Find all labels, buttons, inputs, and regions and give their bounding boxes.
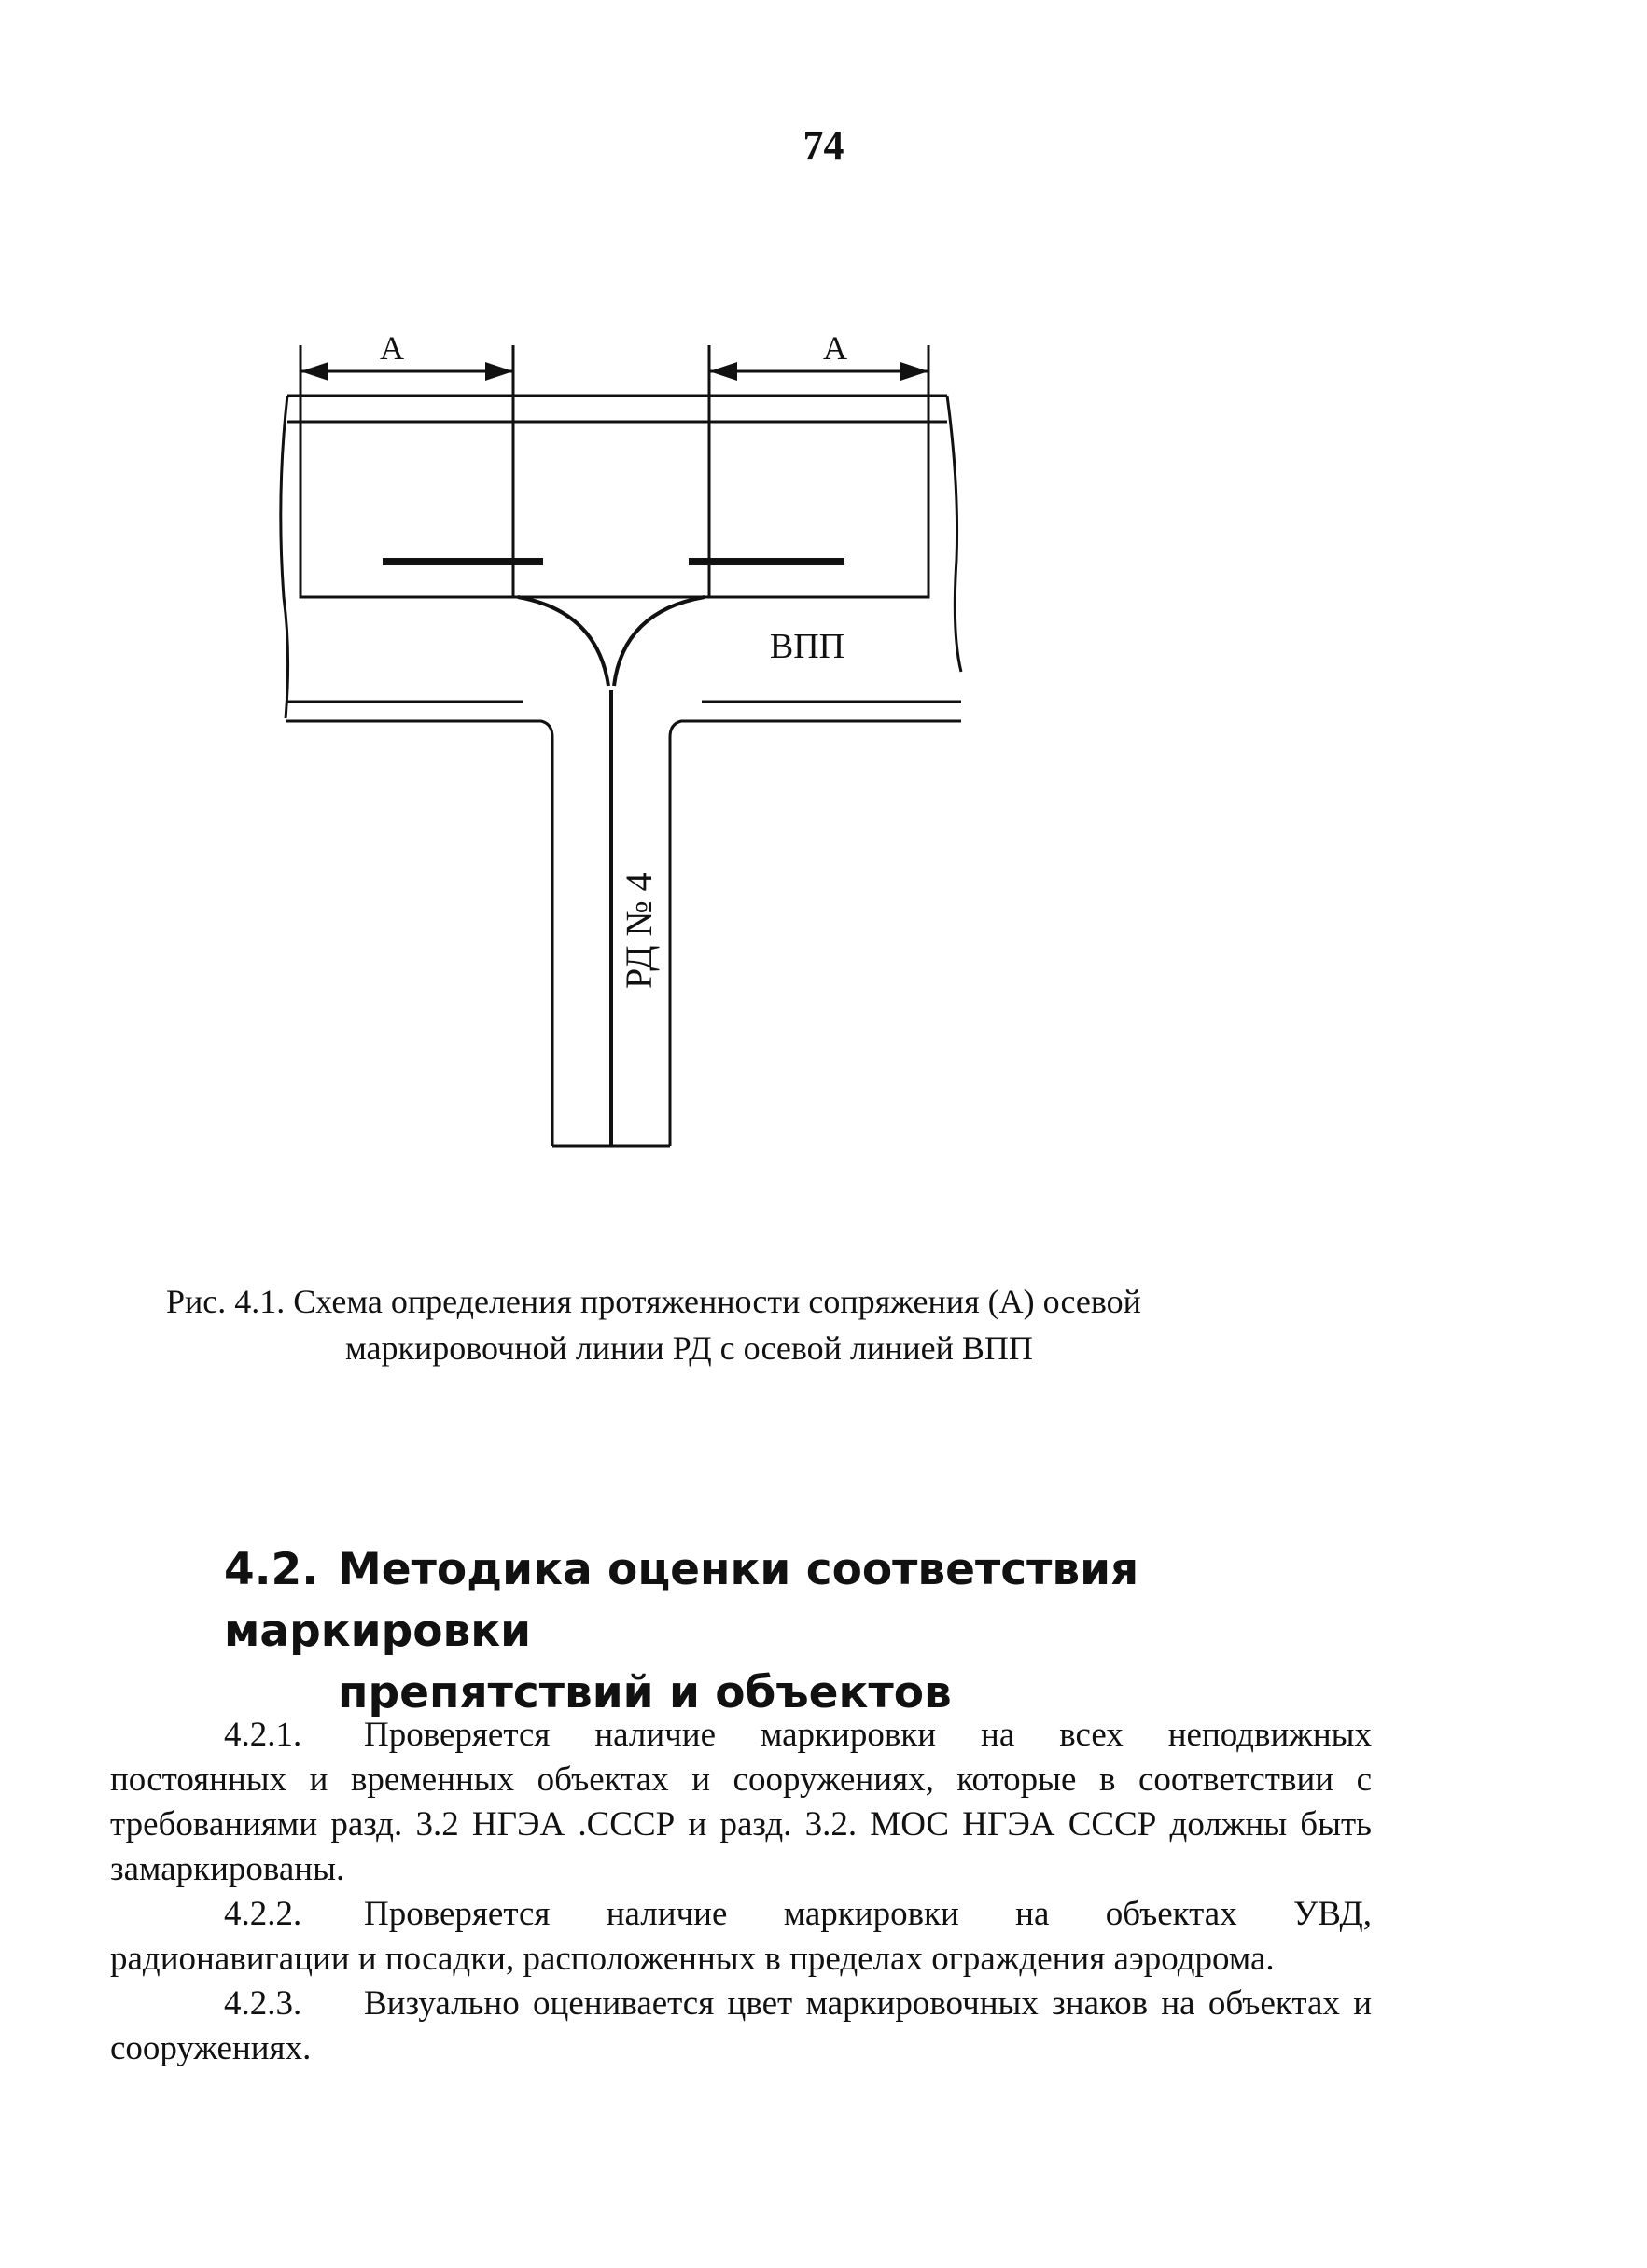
taxiway-fillet-right	[614, 597, 705, 686]
paragraph	[110, 1982, 1372, 2071]
taxiway-fillet-left	[518, 597, 608, 686]
section-title-line-2: препятствий и объектов	[338, 1667, 952, 1718]
arrowhead-right-2	[900, 362, 928, 381]
section-title-line-1: Методика оценки соответствия маркировки	[224, 1544, 1139, 1657]
arrowhead-left-2	[485, 362, 513, 381]
page-number: 74	[803, 122, 844, 168]
runway-label: ВПП	[769, 627, 845, 666]
caption-line-2: маркировочной линии РД с осевой линией ВПП	[345, 1329, 1033, 1367]
paragraph	[110, 1892, 1372, 1982]
section-number: 4.2.	[224, 1544, 319, 1595]
paragraph	[110, 1713, 1372, 1892]
runway-bottom-right-edge2	[670, 721, 961, 1146]
paragraph-text: Проверяется наличие маркировки на объектах УВД, радионавигации и посадки, расположенных в пределах ограждения аэродрома.	[110, 1895, 1372, 1978]
taxiway-label: РД № 4	[618, 872, 660, 989]
section-heading	[224, 1539, 1437, 1724]
dim-label-right: А	[823, 329, 847, 367]
junction-rectangle	[300, 422, 928, 597]
figure-caption	[166, 1278, 1379, 1371]
runway-left-edge	[281, 396, 288, 718]
paragraph-number: 4.2.2.	[224, 1895, 302, 1933]
section-body	[110, 1713, 1372, 2071]
arrowhead-left-1	[300, 362, 328, 381]
runway-bottom-left-edge2	[286, 721, 552, 1146]
arrowhead-right-1	[709, 362, 737, 381]
paragraph-text: Проверяется наличие маркировки на всех неподвижных постоянных и временных объектах и сооружениях, которые в соответствии с требованиями разд. 3.2 НГЭА .СССР и разд. 3.2. МОС НГЭА СССР должны быть замаркированы.	[110, 1716, 1372, 1888]
paragraph-text: Визуально оценивается цвет маркировочных знаков на объектах и сооружениях.	[110, 1984, 1372, 2067]
dim-label-left: А	[380, 329, 404, 367]
paragraph-number: 4.2.3.	[224, 1984, 302, 2023]
runway-right-edge	[947, 396, 961, 672]
paragraph-number: 4.2.1.	[224, 1716, 302, 1754]
caption-line-1: Рис. 4.1. Схема определения протяженности сопряжения (А) осевой	[166, 1283, 1141, 1320]
